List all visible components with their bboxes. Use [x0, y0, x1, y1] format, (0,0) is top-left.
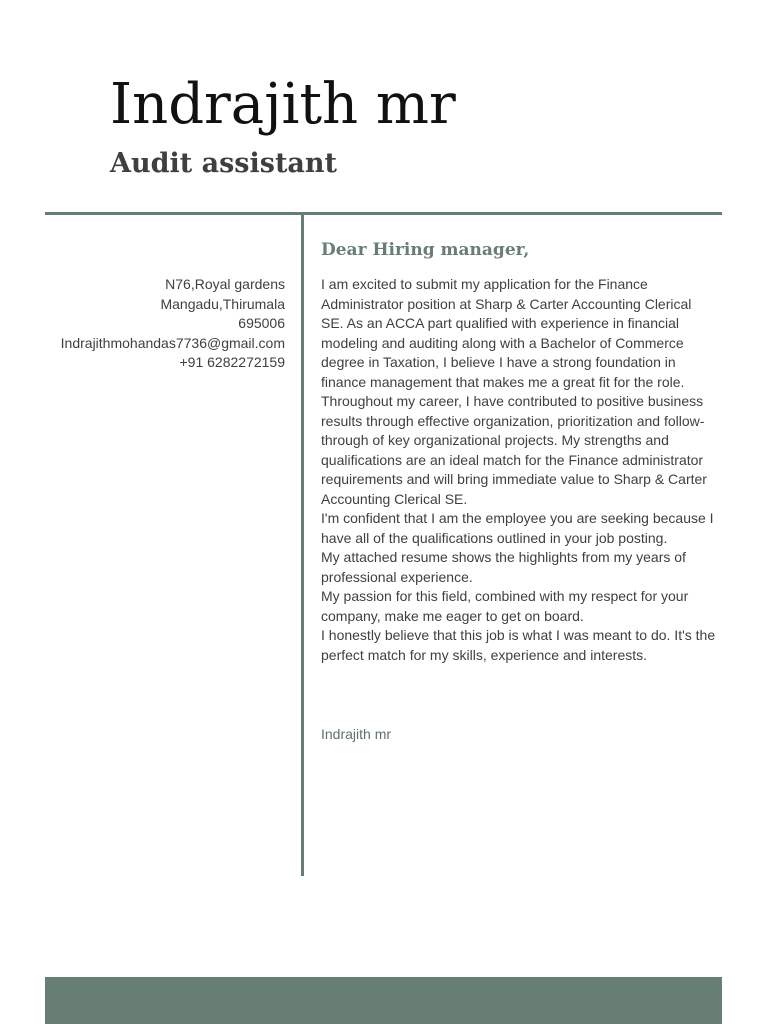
letter-body — [321, 275, 716, 665]
job-title: Audit assistant — [110, 148, 338, 179]
letter-paragraph: I honestly believe that this job is what I was meant to do. It's the perfect match for my skills, experience and interests. — [321, 627, 716, 663]
letter-paragraph: My attached resume shows the highlights from my years of professional experience. — [321, 549, 686, 585]
address-line-2: Mangadu,Thirumala — [160, 295, 285, 312]
letter-paragraph: I am excited to submit my application for the Finance Administrator position at Sharp & Carter Accounting Clerical SE. As an ACCA part qualified with experience in financial modeling and auditing along with a Bachelor of Commerce degree in Taxation, I believe I have a strong foundation in finance management that makes me a great fit for the role. — [321, 276, 692, 390]
salutation: Dear Hiring manager, — [321, 240, 530, 260]
applicant-name: Indrajith mr — [110, 72, 456, 137]
horizontal-divider — [45, 212, 722, 215]
letter-paragraph: Throughout my career, I have contributed to positive business results through effective organization, prioritization and follow-through of key organizational projects. My strengths and qualifications are an ideal match for the Finance administrator requirements and will bring immediate value to Sharp & Carter Accounting Clerical SE. — [321, 393, 707, 507]
vertical-divider — [301, 212, 304, 876]
email-address: Indrajithmohandas7736@gmail.com — [60, 334, 285, 351]
letter-paragraph: My passion for this field, combined with my respect for your company, make me eager to get on board. — [321, 588, 689, 624]
signature: Indrajith mr — [321, 726, 392, 742]
address-line-1: N76,Royal gardens — [165, 276, 285, 292]
postal-code: 695006 — [238, 315, 285, 331]
letter-paragraph: I'm confident that I am the employee you are seeking because I have all of the qualifications outlined in your job posting. — [321, 510, 714, 546]
phone-number: +91 6282272159 — [179, 354, 285, 370]
footer-bar — [45, 977, 722, 1024]
contact-block — [45, 275, 285, 373]
